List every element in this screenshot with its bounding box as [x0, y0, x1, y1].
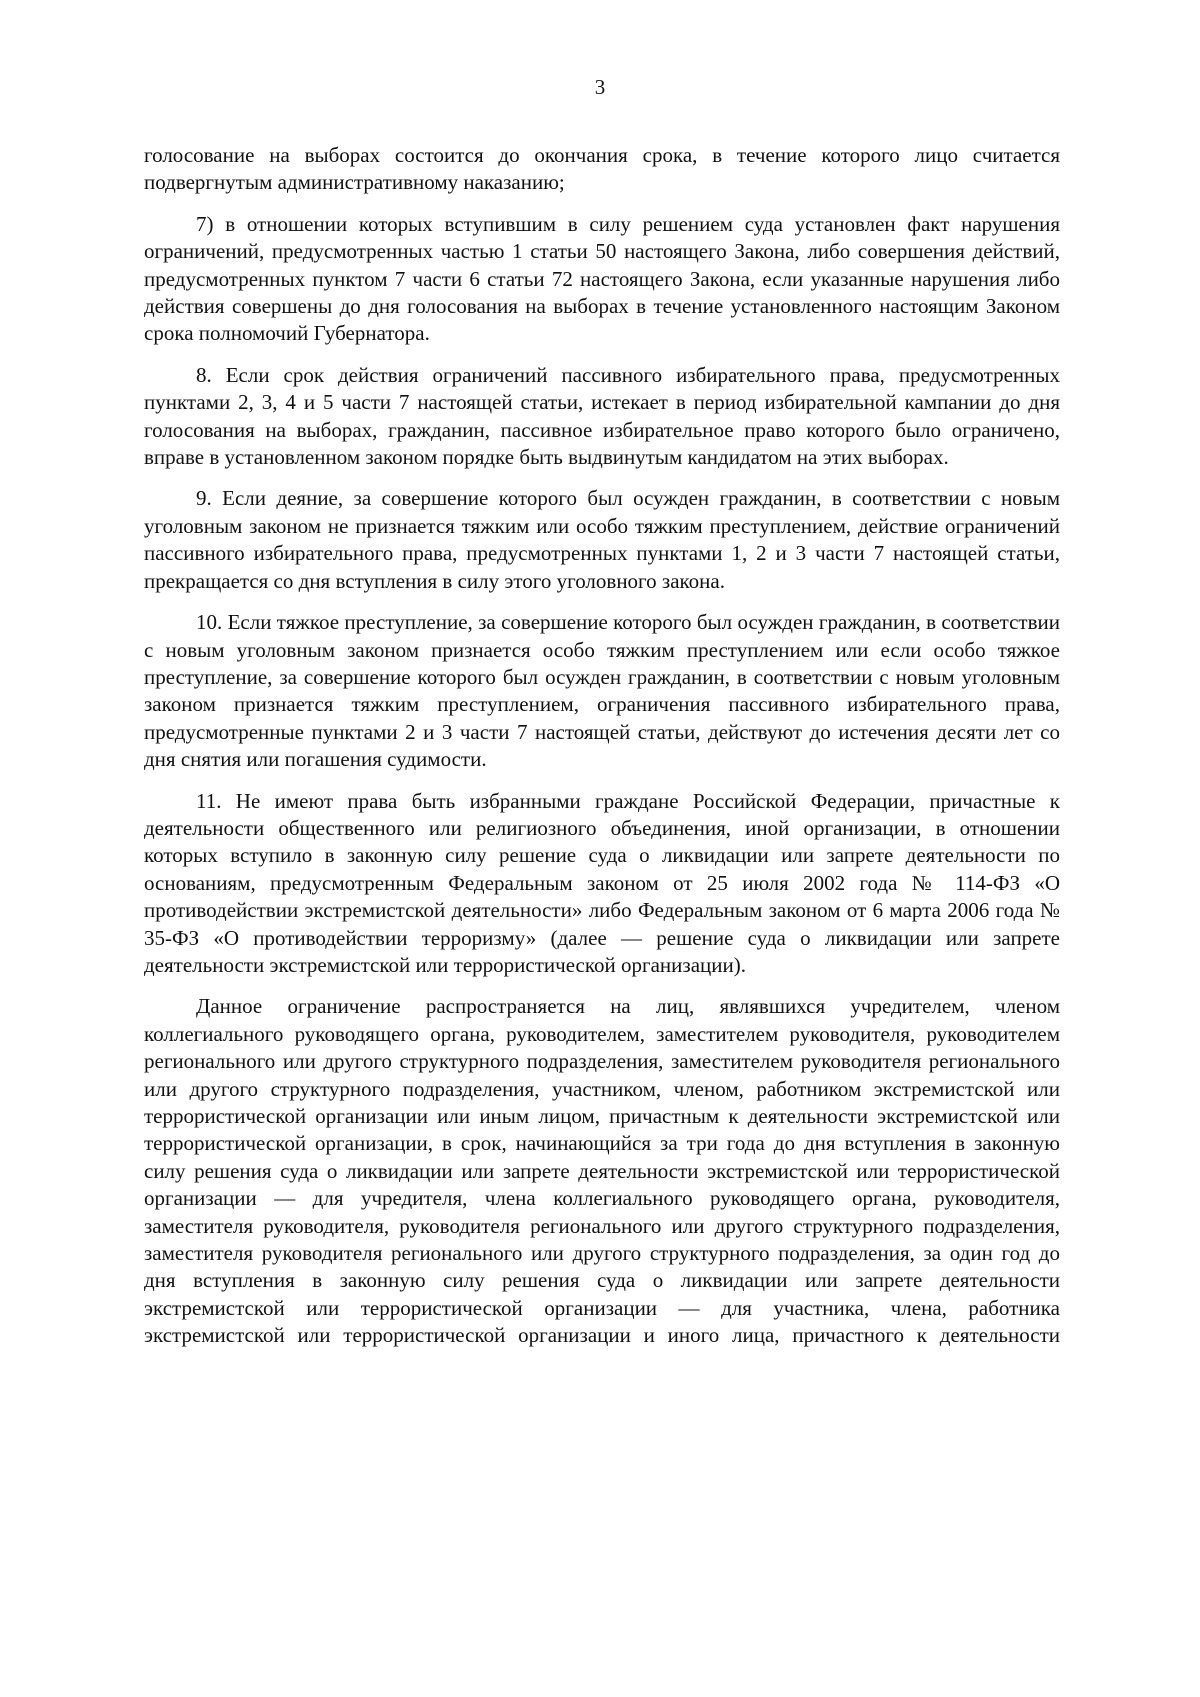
page-number: 3: [594, 75, 606, 99]
paragraph-item-7: 7) в отношении которых вступившим в силу решением суда установлен факт нарушения ограничений, предусмотренных частью 1 статьи 50 настоящего Закона, либо совершения действий, предусмотренных пунктом 7 части 6 статьи 72 настоящего Закона, если указанные нарушения либо действия совершены до дня голосования на выборах в течение установленного настоящим Законом срока полномочий Губернатора.: [144, 211, 1060, 346]
paragraph-clause-11: 11. Не имеют права быть избранными граждане Российской Федерации, причастные к деятельности общественного или религиозного объединения, иной организации, в отношении которых вступило в законную силу решение суда о ликвидации или запрете деятельности по основаниям, предусмотренным Федеральным законом от 25 июля 2002 года № 114-ФЗ «О противодействии экстремистской деятельности» либо Федеральным законом от 6 марта 2006 года № 35-ФЗ «О противодействии терроризму» (далее — решение суда о ликвидации или запрете деятельности экстремистской или террористической организации).: [144, 788, 1060, 977]
paragraph-clause-10: 10. Если тяжкое преступление, за совершение которого был осужден гражданин, в соответствии с новым уголовным законом признается особо тяжким преступлением или если особо тяжкое преступление, за совершение которого был осужден гражданин, в соответствии с новым уголовным законом признается тяжким преступлением, ограничения пассивного избирательного права, предусмотренные пунктами 2 и 3 части 7 настоящей статьи, действуют до истечения десяти лет со дня снятия или погашения судимости.: [144, 610, 1060, 772]
paragraph-clause-9: 9. Если деяние, за совершение которого был осужден гражданин, в соответствии с новым уголовным законом не признается тяжким или особо тяжким преступлением, действие ограничений пассивного избирательного права, предусмотренных пунктами 1, 2 и 3 части 7 настоящей статьи, прекращается со дня вступления в силу этого уголовного закона.: [144, 486, 1060, 593]
paragraph-restriction-scope: Данное ограничение распространяется на лиц, являвшихся учредителем, членом коллегиального руководящего органа, руководителем, заместителем руководителя, руководителем регионального или другого структурного подразделения, заместителем руководителя регионального или другого структурного подразделения, участником, членом, работником экстремистской или террористической организации или иным лицом, причастным к деятельности экстремистской или террористической организации, в срок, начинающийся за три года до дня вступления в законную силу решения суда о ликвидации или запрете деятельности экстремистской или террористической организации — для учредителя, члена коллегиального руководящего органа, руководителя, заместителя руководителя, руководителя регионального или другого структурного подразделения, заместителя руководителя регионального или другого структурного подразделения, за один год до дня вступления в законную силу решения суда о ликвидации или запрете деятельности экстремистской или террористической организации — для участника, члена, работника экстремистской или террористической организации и иного лица, причастного к деятельности: [144, 994, 1060, 1348]
document-body: [144, 142, 1060, 1350]
paragraph-continuation: голосование на выборах состоится до окончания срока, в течение которого лицо считается подвергнутым административному наказанию;: [144, 143, 1060, 195]
paragraph-clause-8: 8. Если срок действия ограничений пассивного избирательного права, предусмотренных пунктами 2, 3, 4 и 5 части 7 настоящей статьи, истекает в период избирательной кампании до дня голосования на выборах, гражданин, пассивное избирательное право которого было ограничено, вправе в установленном законом порядке быть выдвинутым кандидатом на этих выборах.: [144, 362, 1060, 470]
